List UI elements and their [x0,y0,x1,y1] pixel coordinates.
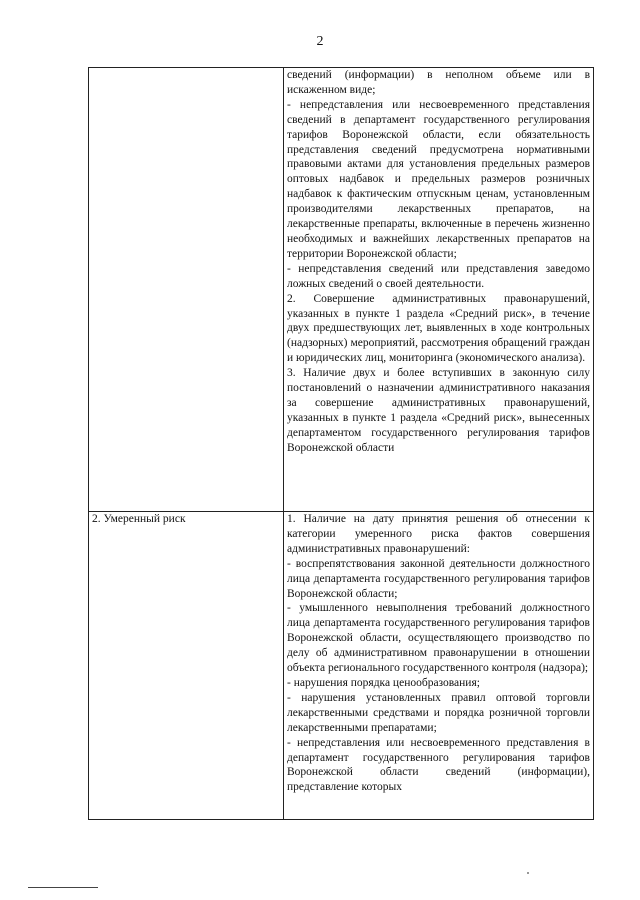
table-row [89,512,594,820]
criteria-paragraph: - непредставления сведений или представления заведомо ложных сведений о своей деятельности. [287,262,590,290]
criteria-paragraph: 3. Наличие двух и более вступивших в законную силу постановлений о назначении административного наказания за совершение административных правонарушений, указанных в пункте 1 раздела «Средний риск», вынесенных департаментом государственного регулирования тарифов Воронежской области [287,367,590,454]
criteria-paragraph: сведений (информации) в неполном объеме или в искаженном виде; [287,69,590,96]
criteria-paragraph: 2. Совершение административных правонарушений, указанных в пункте 1 раздела «Средний риск», в течение двух предшествующих лет, выявленных в ходе контрольных (надзорных) мероприятий, рассмотрения обращений граждан и юридических лиц, мониторинга (экономического анализа). [287,292,590,365]
criteria-paragraph: - умышленного невыполнения требований должностного лица департамента государственного регулирования тарифов Воронежской области, осуществляющего производство по делу об административном правонарушении в отношении объекта регионального государственного контроля (надзора); [287,602,590,675]
criteria-paragraph: - нарушения порядка ценообразования; [287,676,480,689]
risk-criteria-table [88,67,594,820]
footer-divider [28,887,98,888]
risk-category-cell [89,68,284,512]
criteria-paragraph: - нарушения установленных правил оптовой торговли лекарственными средствами и порядка розничной торговли лекарственными препаратами; [287,691,590,734]
page-number: 2 [316,34,324,49]
risk-category-cell [89,512,284,820]
criteria-paragraph: 1. Наличие на дату принятия решения об отнесении к категории умеренного риска фактов совершения административных правонарушений: [287,513,590,555]
risk-criteria-cell [284,68,594,512]
criteria-paragraph: - непредставления или несвоевременного представления в департамент государственного регулирования тарифов Воронежской области сведений (информации), представление которых [287,736,590,794]
risk-criteria-cell [284,512,594,820]
criteria-paragraph: - воспрепятствования законной деятельности должностного лица департамента государственного регулирования тарифов Воронежской области; [287,557,590,600]
scan-artifact-dot [527,872,529,874]
risk-category-label: 2. Умеренный риск [92,513,186,525]
table-row [89,68,594,512]
criteria-paragraph: - непредставления или несвоевременного представления сведений в департамент государственного регулирования тарифов Воронежской области, если обязательность представления сведений предусмотрена нормативными правовыми актами для установления предельных размеров оптовых надбавок и предельных размеров розничных надбавок к фактическим отпускным ценам, установленным производителями лекарственных препаратов, на лекарственные препараты, включенные в перечень жизненно необходимых и важнейших лекарственных препаратов на территории Воронежской области; [287,98,590,260]
